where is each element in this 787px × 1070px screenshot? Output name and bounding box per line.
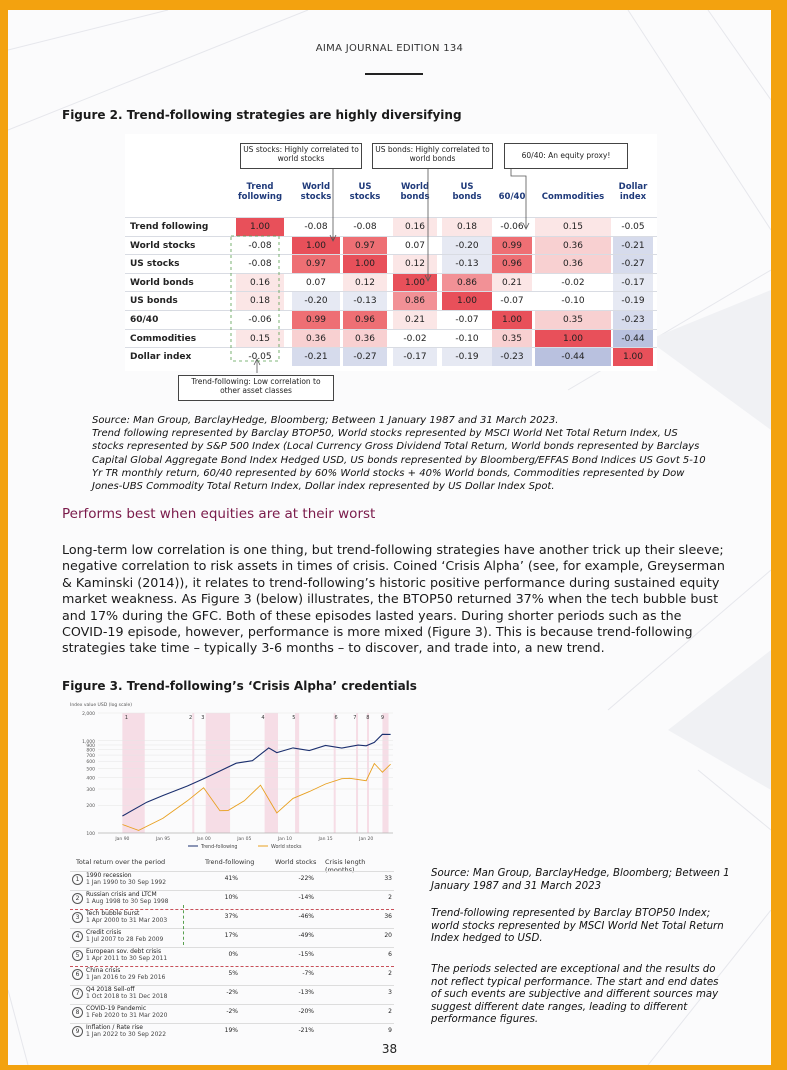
row-label: 60/40 <box>130 315 159 325</box>
table-header: Trend-following <box>205 858 255 866</box>
crisis-marker: 4 <box>261 715 265 721</box>
crisis-marker: 9 <box>380 715 385 721</box>
column-header-line-2: stocks <box>349 192 381 202</box>
crisis-marker: 3 <box>201 715 205 721</box>
trend-following-return: 19% <box>224 1027 238 1034</box>
column-header <box>535 192 611 202</box>
matrix-cell: -0.10 <box>535 292 611 310</box>
column-header-line-1: Commodities <box>541 192 605 202</box>
event-name: Credit crisis <box>86 929 122 936</box>
table-row <box>70 871 394 890</box>
matrix-cell: 0.36 <box>292 330 340 348</box>
figure-2-source <box>92 414 712 493</box>
world-stocks-return: -13% <box>298 989 314 996</box>
matrix-cell: 1.00 <box>236 218 284 236</box>
crisis-marker: 8 <box>366 715 370 721</box>
matrix-cell: -0.02 <box>393 330 437 348</box>
matrix-cell: -0.08 <box>343 218 387 236</box>
event-dates: 1 Jan 2022 to 30 Sep 2022 <box>86 1031 167 1038</box>
crisis-length: 6 <box>388 951 392 958</box>
crisis-length: 2 <box>388 1008 392 1015</box>
table-row <box>70 890 394 909</box>
crisis-length: 33 <box>384 875 392 882</box>
table-header: World stocks <box>275 858 317 866</box>
crisis-alpha-chart <box>68 700 398 850</box>
event-dates: 1 Jan 2016 to 29 Feb 2016 <box>86 974 166 981</box>
matrix-cell: -0.05 <box>236 348 284 366</box>
matrix-cell: 0.96 <box>492 255 532 273</box>
event-dates: 1 Feb 2020 to 31 Mar 2020 <box>86 1012 168 1019</box>
world-stocks-return: -15% <box>298 951 314 958</box>
matrix-cell: 0.21 <box>393 311 437 329</box>
y-tick-label: 1,000 <box>82 739 95 745</box>
source-line-2: Trend following represented by Barclay BTOP50, World stocks represented by MSCI World Net Total Return Index, US stocks represented by S&P 500 Index (Local Currency Gross Dividend Total Return, World bonds represented by Barclays Capital Global Aggregate Bond Index Hedged USD, US bonds represented by Bloomberg/EFFAS Bond Indices US Govt 5-10 Yr TR monthly return, 60/40 represented by 60% World stocks + 40% World bonds, Commodities represented by Dow Jones-UBS Commodity Total Return Index, Dollar index represented by US Dollar Index Spot. <box>92 428 706 493</box>
x-tick-label: Jan 10 <box>277 837 292 842</box>
matrix-cell: -0.06 <box>492 218 532 236</box>
crisis-length: 3 <box>388 989 392 996</box>
crisis-returns-table <box>70 858 394 1043</box>
figure-2-title: Figure 2. Trend-following strategies are highly diversifying <box>62 108 462 122</box>
matrix-cell: 0.16 <box>393 218 437 236</box>
world-stocks-return: -14% <box>298 894 314 901</box>
matrix-cell: 0.35 <box>535 311 611 329</box>
matrix-cell: 0.18 <box>236 292 284 310</box>
page-number: 38 <box>381 1042 398 1056</box>
matrix-cell: -0.10 <box>442 330 492 348</box>
crisis-band <box>356 713 358 833</box>
event-name: Inflation / Rate rise <box>86 1024 143 1031</box>
matrix-cell: 0.15 <box>535 218 611 236</box>
column-header-line-2: following <box>237 192 283 202</box>
y-tick-label: 700 <box>86 754 95 760</box>
matrix-cell: -0.27 <box>613 255 653 273</box>
callout-60-40: 60/40: An equity proxy! <box>504 143 628 169</box>
series-line <box>122 734 390 816</box>
matrix-cell: 0.97 <box>343 237 387 255</box>
table-row <box>70 928 394 947</box>
column-header-line-1: US <box>460 182 474 192</box>
matrix-cell: 0.96 <box>343 311 387 329</box>
x-tick-label: Jan 15 <box>318 837 333 842</box>
x-tick-label: Jan 90 <box>115 837 130 842</box>
matrix-cell: 0.97 <box>292 255 340 273</box>
column-header-line-1: Dollar <box>618 182 648 192</box>
y-tick-label: 200 <box>86 804 95 810</box>
matrix-cell: 0.07 <box>292 274 340 292</box>
matrix-cell: 1.00 <box>442 292 492 310</box>
matrix-cell: 0.86 <box>393 292 437 310</box>
row-number: 2 <box>72 893 83 904</box>
matrix-cell: -0.07 <box>492 292 532 310</box>
section-heading: Performs best when equities are at their worst <box>62 506 376 522</box>
column-header-line-2: bonds <box>452 192 482 202</box>
matrix-cell: -0.19 <box>442 348 492 366</box>
world-stocks-return: -21% <box>298 1027 314 1034</box>
crisis-band <box>265 713 278 833</box>
matrix-cell: -0.07 <box>442 311 492 329</box>
row-number: 6 <box>72 969 83 980</box>
matrix-cell: -0.05 <box>613 218 653 236</box>
row-label: World bonds <box>130 277 194 288</box>
figure-3-title: Figure 3. Trend-following’s ‘Crisis Alpha’ credentials <box>62 679 417 693</box>
trend-following-return: 37% <box>224 913 238 920</box>
matrix-cell: -0.17 <box>393 348 437 366</box>
event-dates: 1 Jan 1990 to 30 Sep 1992 <box>86 879 167 886</box>
x-tick-label: Jan 95 <box>155 837 171 842</box>
y-tick-label: 100 <box>86 832 95 837</box>
event-name: China crisis <box>86 967 121 974</box>
matrix-cell: 0.86 <box>442 274 492 292</box>
table-row <box>70 909 394 928</box>
callout-trend-following: Trend-following: Low correlation to other asset classes <box>178 375 334 401</box>
event-name: COVID-19 Pandemic <box>86 1005 147 1012</box>
crisis-marker: 1 <box>124 715 129 721</box>
matrix-cell: -0.20 <box>442 237 492 255</box>
crisis-band <box>334 713 336 833</box>
row-number: 1 <box>72 874 83 885</box>
y-axis-label: Index value USD (log scale) <box>70 703 132 708</box>
y-tick-label: 400 <box>86 776 95 782</box>
world-stocks-return: -20% <box>298 1008 314 1015</box>
row-number: 3 <box>72 912 83 923</box>
matrix-cell: 0.36 <box>535 255 611 273</box>
matrix-cell: -0.13 <box>442 255 492 273</box>
column-header-line-1: US <box>358 182 372 192</box>
matrix-cell: 0.21 <box>492 274 532 292</box>
crisis-marker: 7 <box>353 715 357 721</box>
matrix-cell: 0.15 <box>236 330 284 348</box>
row-number: 5 <box>72 950 83 961</box>
event-dates: 1 Apr 2000 to 31 Mar 2003 <box>86 917 168 924</box>
row-number: 7 <box>72 988 83 999</box>
y-tick-label: 900 <box>86 743 95 749</box>
row-number: 8 <box>72 1007 83 1018</box>
matrix-cell: 0.36 <box>343 330 387 348</box>
crisis-length: 2 <box>388 970 392 977</box>
event-dates: 1 Aug 1998 to 30 Sep 1998 <box>86 898 169 905</box>
matrix-cell: -0.17 <box>613 274 653 292</box>
source-line-1: Source: Man Group, BarclayHedge, Bloomberg; Between 1 January 1987 and 31 March 2023. <box>92 415 559 426</box>
matrix-cell: -0.23 <box>613 311 653 329</box>
matrix-cell: -0.23 <box>492 348 532 366</box>
column-header-line-1: World <box>301 182 331 192</box>
row-number: 4 <box>72 931 83 942</box>
x-tick-label: Jan 05 <box>237 837 252 842</box>
matrix-cell: -0.08 <box>236 255 284 273</box>
matrix-cell: 0.16 <box>236 274 284 292</box>
trend-following-return: 5% <box>228 970 238 977</box>
crisis-band <box>206 713 230 833</box>
crisis-marker: 6 <box>334 715 338 721</box>
event-name: Russian crisis and LTCM <box>86 891 157 898</box>
event-name: European sov. debt crisis <box>86 948 162 955</box>
row-label: Dollar index <box>130 352 192 363</box>
crisis-length: 9 <box>388 1027 392 1034</box>
journal-header: AIMA JOURNAL EDITION 134 <box>315 43 464 54</box>
column-header-line-2: index <box>619 192 647 202</box>
row-label: US bonds <box>130 296 178 307</box>
matrix-cell: 1.00 <box>613 348 653 366</box>
event-dates: 1 Jul 2007 to 28 Feb 2009 <box>86 936 164 943</box>
matrix-cell: -0.06 <box>236 311 284 329</box>
matrix-cell: 0.35 <box>492 330 532 348</box>
matrix-cell: 1.00 <box>535 330 611 348</box>
column-header-line-1: Trend <box>246 182 274 192</box>
trend-following-return: 41% <box>224 875 238 882</box>
column-header <box>492 192 532 202</box>
matrix-cell: -0.27 <box>343 348 387 366</box>
correlation-matrix <box>125 134 657 371</box>
event-dates: 1 Oct 2018 to 31 Dec 2018 <box>86 993 168 1000</box>
table-row <box>70 1004 394 1023</box>
crisis-length: 20 <box>384 932 392 939</box>
x-tick-label: Jan 00 <box>196 837 211 842</box>
y-tick-label: 2,000 <box>82 712 95 717</box>
figure-3-representation: Trend-following represented by Barclay BTOP50 Index; world stocks represented by MSCI World Net Total Return Index hedged to USD. <box>431 908 724 945</box>
world-stocks-return: -46% <box>298 913 314 920</box>
crisis-length: 36 <box>384 913 392 920</box>
table-header: Total return over the period <box>76 858 166 866</box>
row-label: US stocks <box>130 259 180 270</box>
matrix-cell: -0.08 <box>292 218 340 236</box>
crisis-band <box>295 713 299 833</box>
column-header <box>343 182 387 202</box>
row-number: 9 <box>72 1026 83 1037</box>
legend-label: Trend-following <box>201 845 238 850</box>
matrix-cell: 0.18 <box>442 218 492 236</box>
world-stocks-return: -7% <box>302 970 314 977</box>
x-tick-label: Jan 20 <box>359 837 374 842</box>
trend-following-return: -2% <box>226 1008 238 1015</box>
trend-following-return: 10% <box>224 894 238 901</box>
matrix-cell: 0.99 <box>292 311 340 329</box>
event-name: Tech bubble burst <box>86 910 140 917</box>
crisis-band <box>382 713 388 833</box>
table-row <box>70 1023 394 1042</box>
crisis-band <box>192 713 194 833</box>
y-tick-label: 600 <box>86 760 95 766</box>
column-header-line-1: 60/40 <box>498 192 526 202</box>
figure-3-disclaimer: The periods selected are exceptional and the results do not reflect typical performance. The start and end dates of such events are subjective and different sources may suggest different date ranges, leading to different performance figures. <box>431 964 719 1026</box>
matrix-cell: -0.21 <box>613 237 653 255</box>
highlight-marker <box>183 905 185 945</box>
body-paragraph: Long-term low correlation is one thing, but trend-following strategies have another trick up their sleeve; negative correlation to risk assets in times of crisis. Coined ‘Crisis Alpha’ (see, for example, Greyserman & Kaminski (2014)), it relates to trend-following’s historic positive performance during sustained equity market weakness. As Figure 3 (below) illustrates, the BTOP50 returned 37% when the tech bubble bust and 17% during the GFC. Both of these episodes lasted years. During shorter periods such as the COVID-19 episode, however, performance is more mixed (Figure 3). This is because trend-following strategies take time – typically 3-6 months – to discover, and trade into, a new trend. <box>62 542 725 656</box>
matrix-cell: -0.08 <box>236 237 284 255</box>
column-header-line-1: World <box>400 182 430 192</box>
matrix-cell: 0.99 <box>492 237 532 255</box>
row-label: World stocks <box>130 240 196 251</box>
trend-following-return: 0% <box>228 951 238 958</box>
column-header <box>236 182 284 202</box>
matrix-cell: -0.44 <box>613 330 653 348</box>
matrix-cell: -0.20 <box>292 292 340 310</box>
callout-us-bonds: US bonds: Highly correlated to world bonds <box>372 143 493 169</box>
matrix-cell: 0.36 <box>535 237 611 255</box>
event-dates: 1 Apr 2011 to 30 Sep 2011 <box>86 955 168 962</box>
matrix-cell: -0.21 <box>292 348 340 366</box>
table-row <box>70 985 394 1004</box>
matrix-cell: -0.19 <box>613 292 653 310</box>
matrix-cell: -0.13 <box>343 292 387 310</box>
crisis-band <box>367 713 369 833</box>
y-tick-label: 800 <box>86 748 95 754</box>
matrix-cell: 1.00 <box>393 274 437 292</box>
matrix-cell: 1.00 <box>492 311 532 329</box>
trend-following-return: -2% <box>226 989 238 996</box>
matrix-cell: 0.07 <box>393 237 437 255</box>
y-tick-label: 500 <box>86 767 95 773</box>
series-line <box>122 764 390 831</box>
column-header <box>442 182 492 202</box>
table-header: Crisis length (months) <box>325 858 366 874</box>
row-label: Trend following <box>130 222 209 232</box>
column-header <box>292 182 340 202</box>
column-header-line-2: stocks <box>300 192 332 202</box>
matrix-cell: 1.00 <box>343 255 387 273</box>
matrix-cell: 0.12 <box>343 274 387 292</box>
column-header <box>393 182 437 202</box>
callout-us-stocks: US stocks: Highly correlated to world stocks <box>240 143 362 169</box>
crisis-band <box>122 713 144 833</box>
matrix-cell: 0.12 <box>393 255 437 273</box>
event-name: Q4 2018 Sell-off <box>86 986 135 993</box>
matrix-cell: 1.00 <box>292 237 340 255</box>
column-header-line-2: bonds <box>400 192 430 202</box>
column-header <box>613 182 653 202</box>
table-row <box>70 966 394 985</box>
page <box>8 10 771 1065</box>
y-tick-label: 300 <box>86 787 95 793</box>
crisis-marker: 5 <box>292 715 296 721</box>
world-stocks-return: -49% <box>298 932 314 939</box>
trend-following-return: 17% <box>224 932 238 939</box>
header-divider <box>365 73 423 75</box>
event-name: 1990 recession <box>86 872 132 879</box>
world-stocks-return: -22% <box>298 875 314 882</box>
figure-3-source: Source: Man Group, BarclayHedge, Bloomberg; Between 1 January 1987 and 31 March 2023 <box>431 868 730 892</box>
crisis-length: 2 <box>388 894 392 901</box>
matrix-cell: -0.44 <box>535 348 611 366</box>
legend-label: World stocks <box>271 845 302 850</box>
table-row <box>70 947 394 966</box>
crisis-marker: 2 <box>189 715 193 721</box>
row-label: Commodities <box>130 333 197 344</box>
matrix-cell: -0.02 <box>535 274 611 292</box>
